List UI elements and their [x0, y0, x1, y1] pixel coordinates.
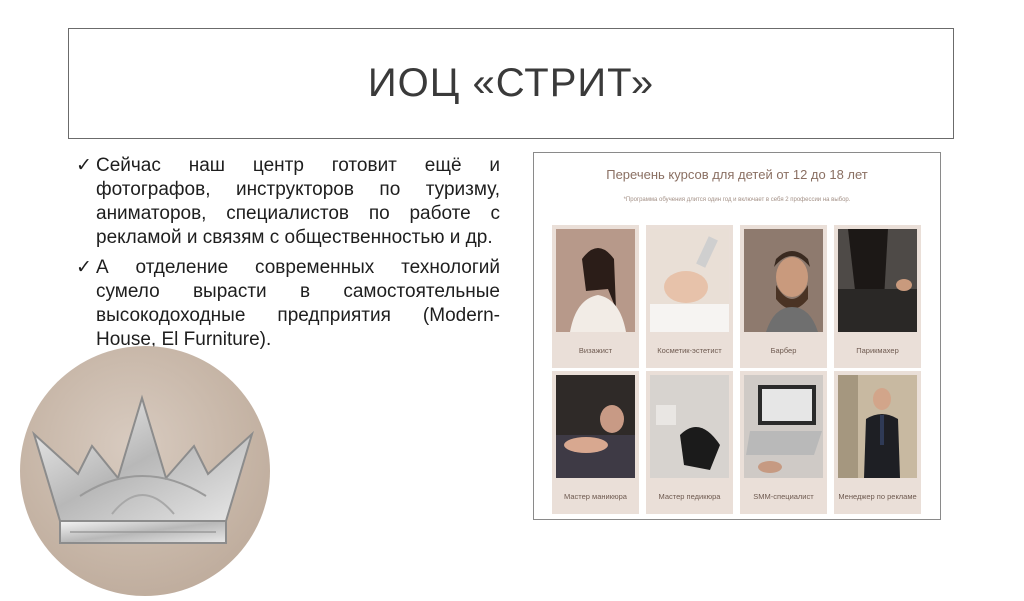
course-card-menedzher: [834, 371, 921, 514]
course-card-barber: [740, 225, 827, 368]
course-photo: [650, 229, 729, 332]
course-label: Мастер педикюра: [658, 491, 721, 501]
course-label: Менеджер по рекламе: [838, 491, 917, 501]
courses-panel-subtitle: *Программа обучения длится один год и включает в себя 2 профессии на выбор.: [623, 197, 851, 203]
course-label: SMM-специалист: [753, 491, 814, 501]
courses-panel: [533, 152, 941, 520]
checkmark-icon: ✓: [76, 155, 92, 176]
checkmark-icon: ✓: [76, 257, 92, 278]
course-card-pedikyur: [646, 371, 733, 514]
slide-title: ИОЦ «СТРИТ»: [367, 61, 655, 105]
course-card-manikyur: [552, 371, 639, 514]
course-photo: [556, 229, 635, 332]
course-photo: [744, 229, 823, 332]
bullet-item: [76, 256, 500, 352]
course-card-kosmetik: [646, 225, 733, 368]
crown-emblem: [20, 346, 270, 596]
course-label: Мастер маникюра: [564, 491, 627, 501]
course-photo: [744, 375, 823, 478]
bullet-text: А отделение современных технологий сумело вырасти в самостоятельные высокодоходные предприятия (Modern-House, El Furniture).: [96, 257, 500, 350]
course-label: Визажист: [578, 345, 613, 355]
bullet-list: [76, 154, 500, 358]
course-card-vizazhist: [552, 225, 639, 368]
bullet-text: Сейчас наш центр готовит ещё и фотографов, инструкторов по туризму, аниматоров, специалистов по работе с рекламой и связям с общественностью и др.: [96, 155, 500, 248]
course-photo: [838, 375, 917, 478]
course-card-parikmakher: [834, 225, 921, 368]
course-photo: [556, 375, 635, 478]
crown-icon: [20, 346, 270, 596]
course-photo: [838, 229, 917, 332]
title-box: [68, 28, 954, 139]
course-card-smm: [740, 371, 827, 514]
course-label: Парикмахер: [856, 345, 899, 355]
courses-panel-title: Перечень курсов для детей от 12 до 18 лет: [606, 167, 868, 182]
bullet-item: [76, 154, 500, 250]
course-label: Косметик-эстетист: [657, 345, 722, 355]
course-label: Барбер: [770, 345, 797, 355]
course-photo: [650, 375, 729, 478]
